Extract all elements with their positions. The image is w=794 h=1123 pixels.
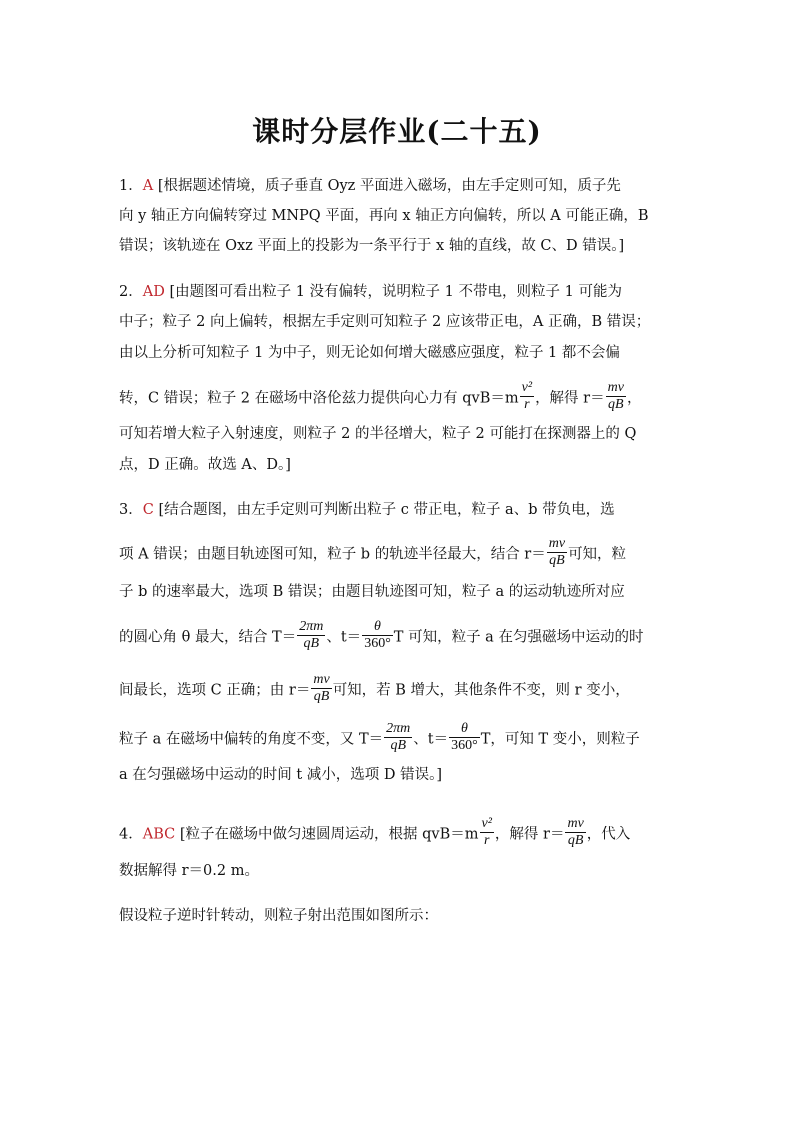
q1-line-1	[119, 176, 621, 196]
q2-text-4b: ，解得 r＝	[535, 390, 605, 407]
q2-text-1: [由题图可看出粒子 1 没有偏转，说明粒子 1 不带电，则粒子 1 可能为	[169, 284, 622, 300]
q3-text-1: [结合题图，由左手定则可判断出粒子 c 带正电，粒子 a、b 带负电，选	[158, 502, 615, 518]
q3-number: 3．	[119, 502, 143, 518]
denominator: r	[483, 833, 490, 848]
numerator: mv	[567, 816, 584, 831]
denominator: qB	[303, 636, 320, 651]
numerator: θ	[449, 721, 480, 738]
fraction-theta-over-360	[362, 619, 393, 652]
q1-answer: A	[142, 178, 154, 194]
numerator: mv	[313, 672, 330, 687]
q2-line-2: 中子；粒子 2 向上偏转，根据左手定则可知粒子 2 应该带正电，A 正确，B 错误；	[119, 314, 651, 330]
numerator: 2πm	[386, 721, 411, 736]
q3-text-6b: 、t＝	[413, 731, 449, 748]
q3-text-6c: T，可知 T 变小，则粒子	[480, 731, 640, 748]
q2-text-4a: 转，C 错误；粒子 2 在磁场中洛伦兹力提供向心力有 qvB＝m	[119, 390, 519, 407]
q3-text-4c: T 可知，粒子 a 在匀强磁场中运动的时	[393, 629, 644, 646]
fraction-mv-over-qb	[311, 672, 331, 705]
numerator: 2πm	[299, 619, 324, 634]
q4-line-3: 假设粒子逆时针转动，则粒子射出范围如图所示：	[119, 908, 438, 924]
q3-line-2	[119, 538, 626, 571]
fraction-v2-over-r	[480, 816, 494, 849]
q3-text-6a: 粒子 a 在磁场中偏转的角度不变，又 T＝	[119, 731, 384, 748]
q3-line-1	[119, 500, 615, 520]
denominator: qB	[549, 553, 565, 568]
page-title: 课时分层作业(二十五)	[252, 115, 542, 148]
q1-line-2: 向 y 轴正方向偏转穿过 MNPQ 平面，再向 x 轴正方向偏转，所以 A 可能正确，B	[119, 208, 649, 224]
numerator: v²	[521, 380, 533, 395]
q2-line-5: 可知若增大粒子入射速度，则粒子 2 的半径增大，粒子 2 可能打在探测器上的 Q	[119, 426, 637, 442]
numerator: θ	[362, 619, 393, 636]
numerator: mv	[607, 380, 624, 395]
q4-text-1b: ，解得 r＝	[494, 826, 565, 843]
fraction-theta-over-360	[449, 721, 480, 754]
numerator: v²	[481, 816, 492, 831]
fraction-mv-over-qb	[547, 536, 567, 569]
fraction-2pim-over-qb	[384, 721, 412, 754]
q2-text-4c: ，	[626, 390, 642, 407]
fraction-v2-over-r	[520, 380, 534, 413]
q2-number: 2．	[119, 284, 143, 300]
q3-text-4b: 、t＝	[326, 629, 362, 646]
fraction-mv-over-qb	[606, 380, 626, 413]
denominator: qB	[607, 397, 624, 412]
q4-answer: ABC	[142, 826, 176, 843]
fraction-2pim-over-qb	[297, 619, 325, 652]
q1-text-1: [根据题述情境，质子垂直 Oyz 平面进入磁场，由左手定则可知，质子先	[157, 178, 621, 194]
denominator: 360°	[364, 636, 391, 651]
denominator: qB	[313, 689, 330, 704]
q4-text-1c: ，代入	[586, 826, 631, 843]
q2-line-6: 点，D 正确。故选 A、D。]	[119, 457, 291, 473]
q2-line-1	[119, 282, 622, 302]
q3-text-2b: 可知，粒	[568, 546, 627, 563]
q3-line-5	[119, 674, 630, 707]
q3-line-4	[119, 621, 643, 654]
denominator: r	[524, 397, 530, 412]
q4-line-1	[119, 818, 630, 851]
q3-text-5a: 间最长，选项 C 正确；由 r＝	[119, 682, 311, 699]
q1-line-3: 错误；该轨迹在 Oxz 平面上的投影为一条平行于 x 轴的直线，故 C、D 错误。]	[119, 238, 625, 254]
q4-text-1a: [粒子在磁场中做匀速圆周运动，根据 qvB＝m	[179, 826, 479, 843]
q1-number: 1．	[119, 178, 143, 194]
q3-line-3: 子 b 的速率最大，选项 B 错误；由题目轨迹图可知，粒子 a 的运动轨迹所对应	[119, 584, 625, 600]
fraction-mv-over-qb	[565, 816, 585, 849]
q4-number: 4．	[119, 826, 143, 843]
denominator: qB	[390, 738, 406, 753]
q3-line-6	[119, 723, 640, 756]
q3-text-4a: 的圆心角 θ 最大，结合 T＝	[119, 629, 297, 646]
q3-line-7: a 在匀强磁场中运动的时间 t 减小，选项 D 错误。]	[119, 767, 443, 783]
numerator: mv	[548, 536, 566, 551]
q2-answer: AD	[142, 284, 165, 300]
q3-answer: C	[142, 502, 154, 518]
q2-line-3: 由以上分析可知粒子 1 为中子，则无论如何增大磁感应强度，粒子 1 都不会偏	[119, 345, 620, 361]
denominator: 360°	[451, 738, 478, 753]
denominator: qB	[567, 833, 584, 848]
q2-line-4	[119, 382, 641, 415]
q4-line-2: 数据解得 r＝0.2 m。	[119, 863, 259, 879]
q3-text-5b: 可知，若 B 增大，其他条件不变，则 r 变小，	[332, 682, 630, 699]
q3-text-2a: 项 A 错误；由题目轨迹图可知，粒子 b 的轨迹半径最大，结合 r＝	[119, 546, 546, 563]
